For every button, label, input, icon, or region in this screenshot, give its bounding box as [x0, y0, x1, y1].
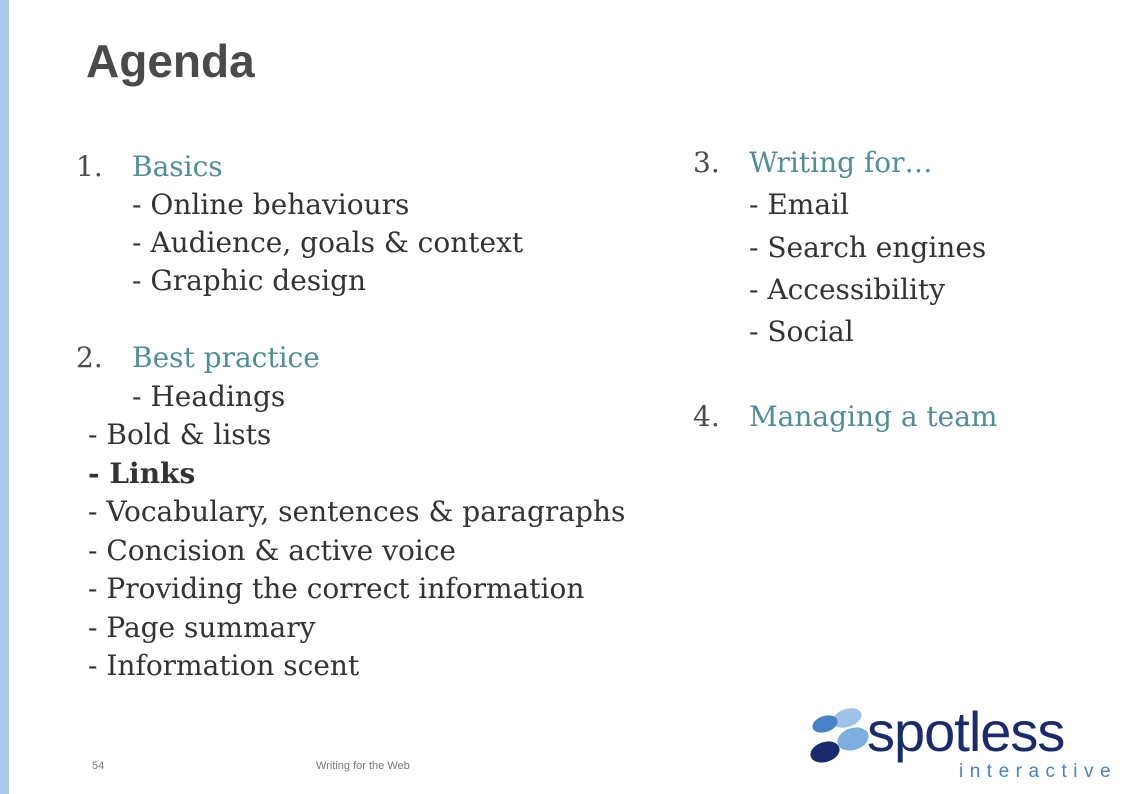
section-3-title: Writing for… [749, 146, 933, 179]
section-2-item: - Concision & active voice [88, 534, 457, 567]
logo-dots-icon [805, 704, 875, 774]
logo-wordmark: spotless [867, 700, 1065, 763]
section-3-item: - Social [749, 315, 854, 348]
section-2-title: Best practice [132, 341, 320, 374]
page-number: 54 [92, 760, 105, 772]
section-2-item: - Providing the correct information [88, 572, 585, 605]
section-2-item: - Bold & lists [88, 418, 272, 451]
section-2-item: - Information scent [88, 649, 360, 682]
footer-text: Writing for the Web [316, 760, 410, 772]
section-4-title: Managing a team [749, 400, 998, 433]
logo-tagline: interactive [959, 761, 1118, 782]
section-2-number: 2. [76, 341, 103, 374]
section-3-item: - Email [749, 188, 849, 221]
section-3-number: 3. [693, 146, 720, 179]
section-3-item: - Accessibility [749, 273, 946, 306]
accent-bar [0, 0, 9, 794]
section-2-item: - Headings [132, 380, 286, 413]
section-1-item: - Audience, goals & context [132, 226, 524, 259]
section-2-item-current: - Links [88, 457, 196, 490]
section-3-item: - Search engines [749, 231, 987, 264]
section-1-item: - Graphic design [132, 264, 367, 297]
section-2-item: - Vocabulary, sentences & paragraphs [88, 495, 626, 528]
spotless-logo [805, 700, 1118, 788]
section-1-number: 1. [76, 150, 103, 183]
section-1-item: - Online behaviours [132, 188, 410, 221]
section-2-item: - Page summary [88, 611, 316, 644]
section-4-number: 4. [693, 400, 720, 433]
section-1-title: Basics [132, 150, 223, 183]
slide-title: Agenda [86, 35, 255, 87]
